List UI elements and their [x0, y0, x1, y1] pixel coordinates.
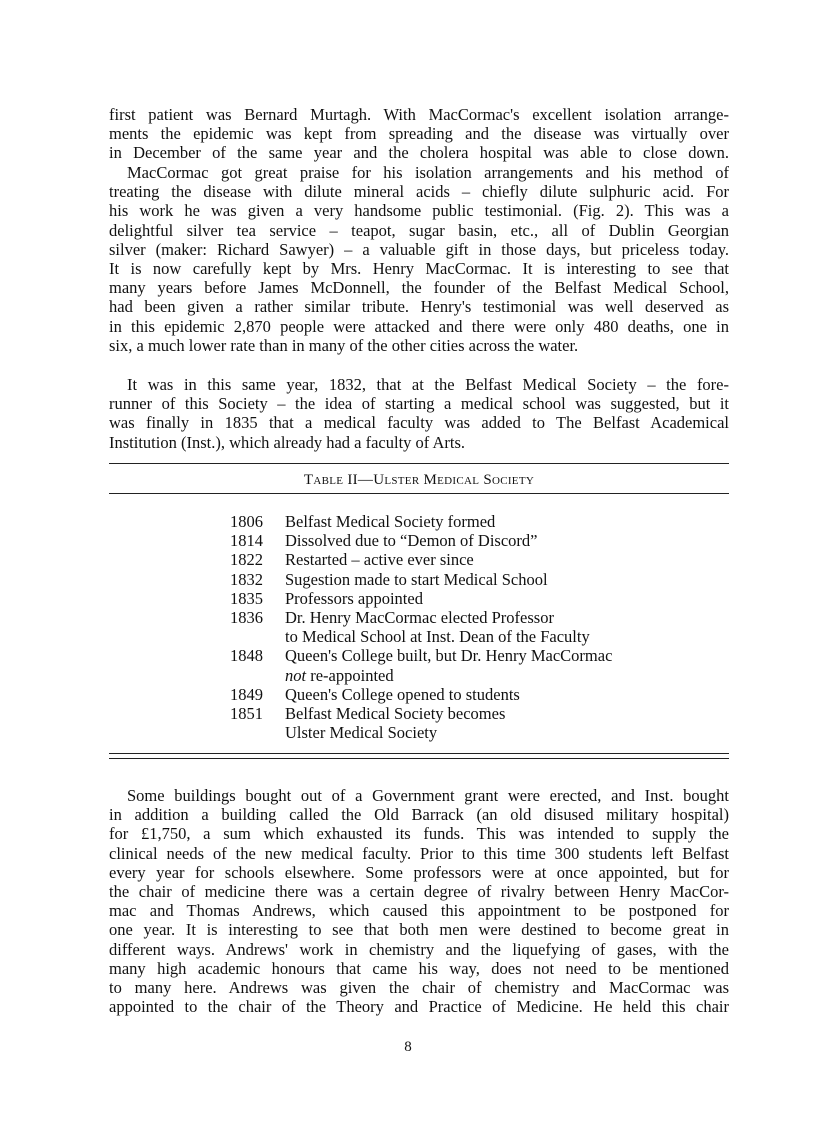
text-line: ments the epidemic was kept from spreading and the disease was virtually over — [109, 124, 729, 144]
text-line: was finally in 1835 that a medical faculty was added to The Belfast Academical — [109, 413, 729, 433]
text-line: many high academic honours that came his way, does not need to be mentioned — [109, 958, 729, 978]
text-line: silver (maker: Richard Sawyer) – a valuable gift in those days, but priceless today. — [109, 239, 729, 259]
text-line: in December of the same year and the cholera hospital was able to close down. — [109, 143, 729, 163]
text-line: in addition a building called the Old Barrack (an old disused military hospital) — [109, 805, 729, 825]
row-year: 1806 — [230, 512, 263, 531]
text-line: six, a much lower rate than in many of the other cities across the water. — [109, 335, 579, 355]
table-row — [230, 608, 612, 646]
row-year: 1836 — [230, 608, 263, 628]
text-line: runner of this Society – the idea of starting a medical school was suggested, but it — [109, 394, 729, 414]
table-caption: Table II—Ulster Medical Society — [303, 472, 535, 488]
text-line: first patient was Bernard Murtagh. With MacCormac's excellent isolation arrange- — [109, 105, 729, 124]
paragraph-cholera-outbreak — [109, 105, 729, 163]
table-top-rule — [109, 463, 729, 464]
paragraph-buildings — [109, 786, 729, 1016]
text-line: clinical needs of the new medical faculty. Prior to this time 300 students left Belfast — [109, 843, 729, 863]
text-line: every year for schools elsewhere. Some professors were at once appointed, but for — [109, 862, 729, 882]
row-year: 1849 — [230, 684, 263, 704]
row-year: 1814 — [230, 531, 263, 551]
text-line: his work he was given a very handsome public testimonial. (Fig. 2). This was a — [109, 201, 729, 221]
table-row — [230, 646, 612, 684]
row-year: 1835 — [230, 588, 263, 608]
text-line: different ways. Andrews' work in chemistry and the liquefying of gases, with the — [109, 939, 729, 959]
table-bottom-rule-double — [109, 758, 729, 759]
table-row — [230, 589, 612, 608]
text-line: for £1,750, a sum which exhausted its funds. This was intended to supply the — [109, 824, 729, 844]
row-event: Belfast Medical Society becomes Ulster Medical Society — [285, 704, 506, 743]
text-line: mac and Thomas Andrews, which caused this appointment to be postponed for — [109, 901, 729, 921]
table-row — [230, 685, 612, 704]
text-line: had been given a rather similar tribute. Henry's testimonial was well deserved as — [109, 297, 729, 317]
row-year: 1848 — [230, 646, 263, 666]
table-bottom-rule — [109, 753, 729, 754]
row-event: Sugestion made to start Medical School — [285, 569, 548, 589]
text-line: to many here. Andrews was given the chair of chemistry and MacCormac was — [109, 978, 729, 998]
page-number: 8 — [404, 1039, 412, 1055]
row-event: Queen's College opened to students — [285, 684, 520, 704]
text-line: delightful silver tea service – teapot, sugar basin, etc., all of Dublin Georgian — [109, 220, 729, 240]
table-row — [230, 570, 612, 589]
text-line: appointed to the chair of the Theory and Practice of Medicine. He held this chair — [109, 997, 729, 1017]
row-year: 1851 — [230, 704, 263, 724]
text-line: Some buildings bought out of a Government grant were erected, and Inst. bought — [127, 786, 729, 805]
text-line: many years before James McDonnell, the founder of the Belfast Medical School, — [109, 278, 729, 298]
paragraph-medical-school — [109, 375, 729, 452]
table-caption-rule — [109, 493, 729, 494]
text-line: Institution (Inst.), which already had a faculty of Arts. — [109, 432, 466, 452]
text-line: one year. It is interesting to see that both men were destined to become great in — [109, 920, 729, 940]
row-event: Dissolved due to “Demon of Discord” — [285, 531, 538, 551]
table-row — [230, 531, 612, 550]
row-year: 1822 — [230, 550, 263, 570]
timeline-table — [230, 512, 612, 742]
text-line: It is now carefully kept by Mrs. Henry MacCormac. It is interesting to see that — [109, 259, 729, 279]
row-event: Professors appointed — [285, 588, 423, 608]
table-row — [230, 550, 612, 569]
text-line: in this epidemic 2,870 people were attacked and there were only 480 deaths, one in — [109, 316, 729, 336]
row-year: 1832 — [230, 569, 263, 589]
paragraph-testimonial — [109, 163, 729, 355]
table-row — [230, 512, 612, 531]
text-line: MacCormac got great praise for his isolation arrangements and his method of — [127, 163, 729, 182]
text-line: the chair of medicine there was a certain degree of rivalry between Henry MacCor- — [109, 882, 729, 902]
row-event: Restarted – active ever since — [285, 550, 474, 570]
row-event: Queen's College built, but Dr. Henry MacCormac not re-appointed — [285, 646, 613, 685]
row-event: Belfast Medical Society formed — [285, 512, 496, 531]
text-line: treating the disease with dilute mineral acids – chiefly dilute sulphuric acid. For — [109, 182, 729, 202]
table-row — [230, 704, 612, 742]
text-line: It was in this same year, 1832, that at the Belfast Medical Society – the fore- — [127, 375, 729, 394]
row-event: Dr. Henry MacCormac elected Professor to Medical School at Inst. Dean of the Faculty — [285, 608, 590, 647]
italic-not: not — [285, 665, 307, 685]
